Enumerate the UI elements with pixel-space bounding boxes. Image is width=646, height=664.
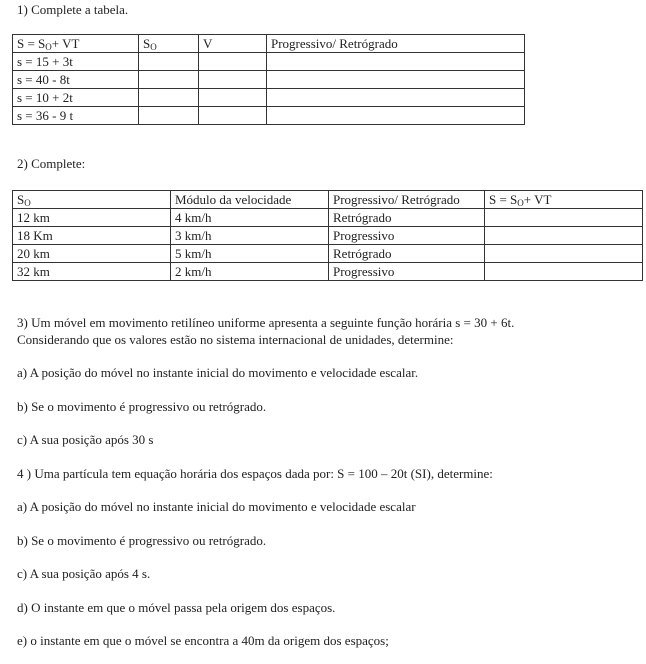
q4-item-d: d) O instante em que o móvel passa pela origem dos espaços. <box>17 600 336 615</box>
q2-speed-cell: 5 km/h <box>171 245 329 263</box>
q2-formula-cell <box>485 209 643 227</box>
q1-header-formula: $S = S_O+$ VT <box>13 35 139 53</box>
q2-table <box>12 190 643 281</box>
q2-header-direction: Progressivo/ Retrógrado <box>329 191 485 209</box>
q2-direction-cell: Retrógrado <box>329 209 485 227</box>
q3-statement-line1: 3) Um móvel em movimento retilíneo uniforme apresenta a seguinte função horária s = 30 + 6t. <box>17 315 515 330</box>
q2-formula-cell <box>485 227 643 245</box>
q3-item-a: a) A posição do móvel no instante inicial do movimento e velocidade escalar. <box>17 365 419 380</box>
q2-s0-cell: 18 Km <box>13 227 171 245</box>
table-row <box>13 227 643 245</box>
q1-header-v: V <box>199 35 267 53</box>
table-row <box>13 89 525 107</box>
q3-statement-line2: Considerando que os valores estão no sistema internacional de unidades, determine: <box>17 332 454 347</box>
q2-s0-cell: 12 km <box>13 209 171 227</box>
q2-direction-cell: Retrógrado <box>329 245 485 263</box>
q3-item-c: c) A sua posição após 30 s <box>17 432 154 447</box>
q2-speed-cell: 4 km/h <box>171 209 329 227</box>
q2-speed-cell: 2 km/h <box>171 263 329 281</box>
table-row <box>13 71 525 89</box>
table-row <box>13 53 525 71</box>
q4-item-c: c) A sua posição após 4 s. <box>17 566 151 581</box>
q1-direction-cell <box>267 107 525 125</box>
q2-header-s0: $S_O$ <box>13 191 171 209</box>
q1-header-s0: $S_O$ <box>139 35 199 53</box>
q1-direction-cell <box>267 71 525 89</box>
q4-item-b: b) Se o movimento é progressivo ou retrógrado. <box>17 533 267 548</box>
q1-header-row <box>13 35 525 53</box>
q1-s0-cell <box>139 71 199 89</box>
q4-statement: 4 ) Uma partícula tem equação horária dos espaços dada por: S = 100 – 20t (SI), determine: <box>17 466 493 481</box>
q1-s0-cell <box>139 53 199 71</box>
table-row <box>13 245 643 263</box>
q4-item-e: e) o instante em que o móvel se encontra a 40m da origem dos espaços; <box>17 633 389 648</box>
q4-item-a: a) A posição do móvel no instante inicial do movimento e velocidade escalar <box>17 499 416 514</box>
q2-direction-cell: Progressivo <box>329 263 485 281</box>
q1-v-cell <box>199 53 267 71</box>
q1-equation: s = 40 - 8t <box>13 71 139 89</box>
q1-v-cell <box>199 71 267 89</box>
q2-title: 2) Complete: <box>17 156 86 171</box>
q2-s0-cell: 20 km <box>13 245 171 263</box>
q2-header-speed: Módulo da velocidade <box>171 191 329 209</box>
q2-s0-cell: 32 km <box>13 263 171 281</box>
q2-speed-cell: 3 km/h <box>171 227 329 245</box>
q1-title: 1) Complete a tabela. <box>17 2 129 17</box>
q2-direction-cell: Progressivo <box>329 227 485 245</box>
q2-header-formula: $S = S_O+$ VT <box>485 191 643 209</box>
q2-formula-cell <box>485 263 643 281</box>
q1-s0-cell <box>139 107 199 125</box>
q2-header-row <box>13 191 643 209</box>
table-row <box>13 107 525 125</box>
table-row <box>13 209 643 227</box>
q3-item-b: b) Se o movimento é progressivo ou retrógrado. <box>17 399 267 414</box>
q1-direction-cell <box>267 89 525 107</box>
q1-v-cell <box>199 89 267 107</box>
q1-equation: s = 10 + 2t <box>13 89 139 107</box>
table-row <box>13 263 643 281</box>
q1-s0-cell <box>139 89 199 107</box>
q1-v-cell <box>199 107 267 125</box>
q1-equation: s = 15 + 3t <box>13 53 139 71</box>
q1-table <box>12 34 525 125</box>
q1-equation: s = 36 - 9 t <box>13 107 139 125</box>
q1-header-direction: Progressivo/ Retrógrado <box>267 35 525 53</box>
q1-direction-cell <box>267 53 525 71</box>
q2-formula-cell <box>485 245 643 263</box>
